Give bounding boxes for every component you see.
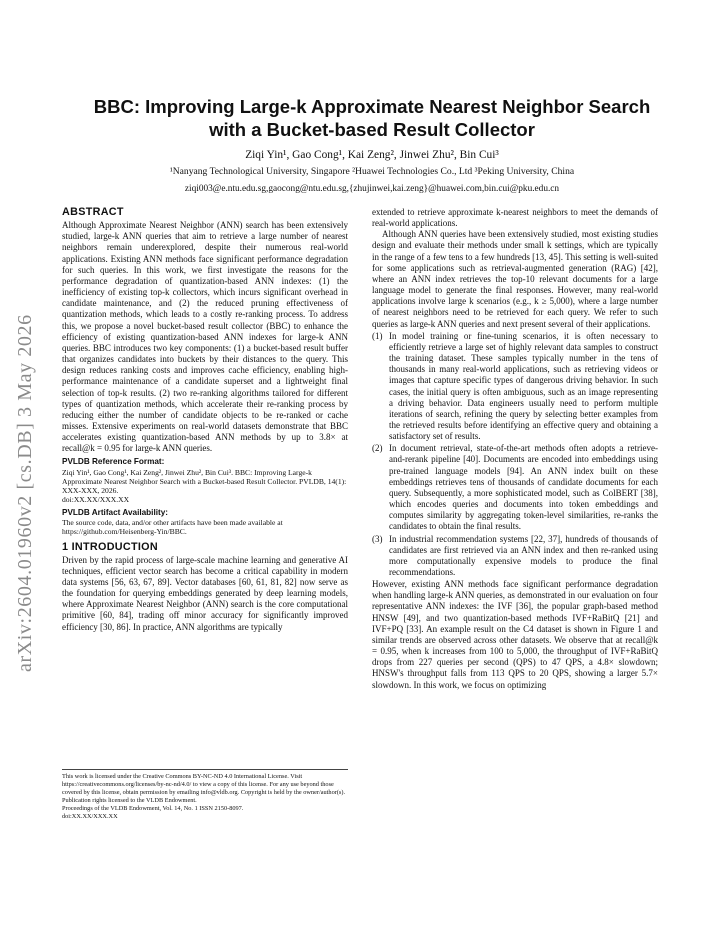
reference-format-heading: PVLDB Reference Format:	[62, 457, 165, 467]
artifact-body: The source code, data, and/or other artifacts have been made available at https://github.com/Heisenberg-Yin/BBC.	[62, 517, 283, 537]
list-item	[372, 534, 658, 579]
list-item-text: In document retrieval, state-of-the-art methods often adopts a retrieve-and-rerank pipeline [40]. Documents are encoded into embeddings using pre-trained language models [94]. An ANN index built on these embeddings retrieves tens of thousands of candidate documents for each query. Subsequently, a more sophisticated model, such as ColBERT [38], which encodes queries and documents into token embeddings and computes similarity by aggregating token-level similarities, re-ranks the candidates to obtain the final results.	[389, 443, 658, 532]
right-column	[372, 207, 658, 691]
title-line-2: with a Bucket-based Result Collector	[209, 119, 535, 140]
footnote-license: This work is licensed under the Creative Commons BY-NC-ND 4.0 International License. Visit https://creativecommons.org/licenses/by-nc-nd/4.0/ to view a copy of this license. For any use beyond those covered by this license, obtain permission by emailing info@vldb.org. Copyright is held by the owner/author(s). Publication rights licensed to the VLDB Endowment.	[62, 773, 346, 805]
list-item-number: (1)	[372, 330, 383, 341]
intro-paragraph-2: Although ANN queries have been extensively studied, most existing studies design and evaluate their methods under small k settings, which are typically in the range of a few tens to a few hundreds [13, 45]. This setting is well-suited for some applications such as retrieval-augmented generation (RAG) [42], where an ANN index retrieves the top-10 relevant documents for a large language model to generate the final responses. However, many real-world applications involve large k scenarios (e.g., k ≥ 5,000), where a large number of nearest neighbors need to be retrieved for each query. We refer to such queries as large-k ANN queries and next present several of their applications.	[372, 229, 658, 329]
title-line-1: BBC: Improving Large-k Approximate Nearest Neighbor Search	[93, 96, 651, 117]
intro-paragraph-1-continued: extended to retrieve approximate k-nearest neighbors to meet the demands of real-world applications.	[372, 207, 658, 229]
reference-doi: doi:XX.XX/XXX.XX	[62, 495, 130, 505]
list-item	[372, 443, 658, 532]
reference-format-body: Ziqi Yin¹, Gao Cong¹, Kai Zeng², Jinwei Zhu², Bin Cui³. BBC: Improving Large-k Approximate Nearest Neighbor Search with a Bucket-based Result Collector. PVLDB, 14(1): XXX-XXX, 2026.	[62, 467, 347, 496]
author-list: Ziqi Yin¹, Gao Cong¹, Kai Zeng², Jinwei Zhu², Bin Cui³	[245, 149, 499, 161]
license-footnote	[62, 769, 348, 822]
list-item-number: (2)	[372, 443, 383, 454]
application-list	[372, 331, 658, 578]
footnote-doi: doi:XX.XX/XXX.XX	[62, 813, 118, 821]
left-column	[62, 207, 348, 633]
footnote-proceedings: Proceedings of the VLDB Endowment, Vol. 14, No. 1 ISSN 2150-8097.	[62, 805, 244, 813]
affiliations: ¹Nanyang Technological University, Singapore ²Huawei Technologies Co., Ltd ³Peking University, China	[169, 166, 575, 177]
artifact-heading: PVLDB Artifact Availability:	[62, 507, 169, 517]
intro-paragraph-1: Driven by the rapid process of large-scale machine learning and generative AI techniques, efficient vector search has become a critical capability in modern data systems [56, 63, 67, 89]. Vector databases [60, 61, 81, 82] now serve as the foundation for querying embeddings generated by deep learning models, where Approximate Nearest Neighbor (ANN) search is the core computational primitive [60, 84], trading off minor accuracy for significantly improved efficiency [30, 86]. In practice, ANN algorithms are typically	[62, 554, 348, 632]
arxiv-identifier: arXiv:2604.01960v2 [cs.DB] 3 May 2026	[14, 314, 36, 672]
list-item-text: In industrial recommendation systems [22, 37], hundreds of thousands of candidates are first retrieved via an ANN index and then re-ranked using more computationally expensive models to produce the final recommendations.	[389, 533, 658, 577]
author-emails: ziqi003@e.ntu.edu.sg,gaocong@ntu.edu.sg,{zhujinwei,kai.zeng}@huawei.com,bin.cui@pku.edu.cn	[184, 184, 560, 194]
list-item-text: In model training or fine-tuning scenarios, it is often necessary to efficiently retrieve a large set of highly relevant data samples to construct the training dataset. These samples typically number in the tens of thousands in many real-world applications, such as retrieving videos or images that capture specific types of dangerous driving behavior. In such cases, the initial query is often ambiguous, such as an image representing a driving behavior. Data engineers usually need to perform multiple iterations of search, refining the query by selecting better examples from the retrieved results before identifying an effective query and obtaining a satisfactory set of results.	[389, 330, 658, 442]
abstract-body: Although Approximate Nearest Neighbor (ANN) search has been extensively studied, large-k ANN queries that aim to retrieve a large number of nearest neighbors remain underexplored, despite their numerous real-world applications. Existing ANN methods face significant performance degradation for such queries. In this work, we first investigate the reasons for the performance degradation of quantization-based ANN indexes: (1) the inefficiency of existing top-k collectors, which incurs significant overhead in candidate maintenance, and (2) the reduced pruning effectiveness of quantization methods, which leads to a costly re-ranking process. To address this, we propose a novel bucket-based result collector (BBC) to enhance the efficiency of existing quantization-based ANN indexes for large-k ANN queries. BBC introduces two key components: (1) a bucket-based result buffer that organizes candidates into buckets by their distances to the query. This design reduces ranking costs and improves cache efficiency, enabling high-performance maintenance of a candidate superset and a lightweight final selection of top-k results. (2) two re-ranking algorithms tailored for different types of quantization methods, which accelerate their re-ranking process by reducing either the number of candidate objects to be re-ranked or cache misses. Extensive experiments on real-world datasets demonstrate that BBC accelerates existing quantization-based ANN methods by up to 3.8× at recall@k = 0.95 for large-k ANN queries.	[62, 220, 348, 454]
paper-title	[60, 95, 684, 141]
introduction-heading: 1 INTRODUCTION	[62, 540, 158, 553]
list-item-number: (3)	[372, 533, 383, 544]
list-item	[372, 331, 658, 443]
intro-paragraph-3: However, existing ANN methods face significant performance degradation when handling large-k ANN queries, as demonstrated in our evaluation on four representative ANN indexes: the IVF [36], the popular graph-based method HNSW [49], and two quantization-based methods IVF+RaBitQ [21] and IVF+PQ [33]. An example result on the C4 dataset is shown in Figure 1 and similar trends are observed across other datasets. We observe that at recall@k = 0.95, when k increases from 100 to 5,000, the throughput of IVF+RaBitQ drops from 227 queries per second (QPS) to 47 QPS, a 4.8× slowdown; HNSW's throughput falls from 113 QPS to 20 QPS, showing a larger 5.7× slowdown. In this work, we focus on optimizing	[372, 579, 658, 690]
abstract-heading: ABSTRACT	[62, 206, 124, 218]
